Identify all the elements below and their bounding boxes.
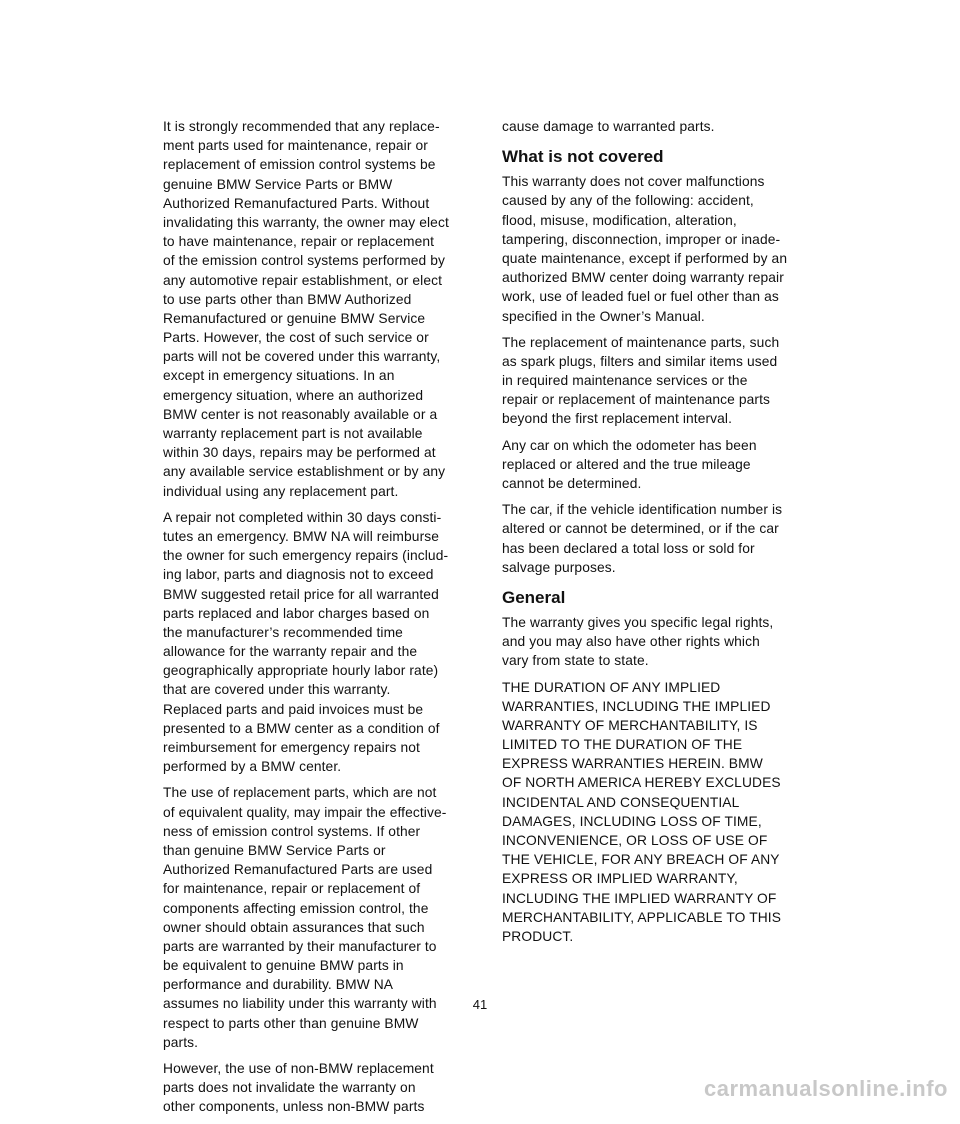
text-line: within 30 days, repairs may be performed at [163,445,436,461]
text-line: THE VEHICLE, FOR ANY BREACH OF ANY [502,852,780,868]
text-line: BMW center is not reasonably available or a [163,406,438,422]
paragraph [502,172,812,326]
text-line: EXPRESS OR IMPLIED WARRANTY, [502,871,738,887]
text-line: reimbursement for emergency repairs not [163,740,420,755]
text-line: that are covered under this warranty. [163,682,391,698]
text-line: WARRANTY OF MERCHANTABILITY, IS [502,717,758,733]
text-line: replaced or altered and the true mileage [502,456,751,472]
continuation-paragraph [502,117,812,136]
text-line: MERCHANTABILITY, APPLICABLE TO THIS [502,909,782,925]
text-line: Any car on which the odometer has been [502,437,757,453]
text-line: Authorized Remanufactured Parts are used [163,862,433,878]
text-line: WARRANTIES, INCLUDING THE IMPLIED [502,698,771,714]
text-line: for maintenance, repair or replacement of [163,881,421,897]
text-line: than genuine BMW Service Parts or [163,842,386,858]
page-number: 41 [472,997,488,1012]
text-line: quate maintenance, except if performed by an [502,250,788,266]
text-line: respect to parts other than genuine BMW [163,1015,419,1031]
text-line: and you may also have other rights which [502,634,760,650]
text-line: presented to a BMW center as a condition of [163,720,440,736]
heading-what-is-not-covered: What is not covered [502,147,664,167]
heading-general: General [502,587,566,607]
text-line: The car, if the vehicle identification number is [502,502,783,518]
text-line: to have maintenance, repair or replacement [163,234,435,250]
text-line: components affecting emission control, the [163,900,429,916]
text-line: INCIDENTAL AND CONSEQUENTIAL [502,794,740,810]
paragraph [502,436,812,494]
text-line: invalidating this warranty, the owner may elect [163,214,449,230]
text-line: to use parts other than BMW Authorized [163,291,412,307]
text-line: OF NORTH AMERICA HEREBY EXCLUDES [502,775,781,791]
text-line: authorized BMW center doing warranty repair [502,270,784,286]
text-line: altered or cannot be determined, or if the car [502,521,779,537]
paragraph [502,333,812,429]
text-line: The use of replacement parts, which are not [163,785,437,801]
text-line: EXPRESS WARRANTIES HEREIN. BMW [502,756,763,772]
text-line: individual using any replacement part. [163,483,399,499]
text-line: caused by any of the following: accident, [502,193,754,209]
paragraph [502,500,812,577]
text-line: parts does not invalidate the warranty on [163,1080,416,1096]
text-line: tampering, disconnection, improper or inade- [502,231,781,247]
text-line: warranty replacement part is not available [163,426,423,441]
text-line: The replacement of maintenance parts, such [502,334,780,350]
text-line: performance and durability. BMW NA [163,977,394,993]
text-line: THE DURATION OF ANY IMPLIED [502,679,721,695]
left-column [163,117,463,1124]
text-line: Remanufactured or genuine BMW Service [163,310,426,326]
text-line: cause damage to warranted parts. [502,119,715,134]
text-line: of equivalent quality, may impair the effective- [163,804,447,820]
text-line: any automotive repair establishment, or elect [163,272,443,288]
left-paragraphs [163,117,463,1117]
text-line: any available service establishment or by any [163,464,446,480]
text-line: parts will not be covered under this warranty, [163,349,441,365]
text-line: parts. [163,1034,199,1050]
text-line: PRODUCT. [502,928,574,944]
text-line: of the emission control systems performed by [163,253,445,269]
text-line: The warranty gives you specific legal rights, [502,614,774,630]
text-line: the manufacturer’s recommended time [163,624,403,640]
text-line: ness of emission control systems. If other [163,823,421,839]
text-line: This warranty does not cover malfunctions [502,174,765,190]
paragraph [163,508,463,777]
text-line: Replaced parts and paid invoices must be [163,701,424,717]
text-line: DAMAGES, INCLUDING LOSS OF TIME, [502,813,762,829]
text-line: BMW suggested retail price for all warranted [163,586,439,602]
text-line: replacement of emission control systems be [163,157,436,173]
text-line: However, the use of non-BMW replacement [163,1061,434,1076]
general-paragraphs [502,613,812,946]
text-line: except in emergency situations. In an [163,368,395,384]
text-line: the owner for such emergency repairs (includ- [163,548,449,564]
paragraph [163,117,463,501]
text-line: as spark plugs, filters and similar items used [502,353,778,369]
text-line: It is strongly recommended that any replace- [163,119,440,134]
text-line: tutes an emergency. BMW NA will reimburse [163,528,440,544]
text-line: work, use of leaded fuel or fuel other than as [502,289,779,305]
text-line: geographically appropriate hourly labor rate) [163,663,439,679]
text-line: salvage purposes. [502,559,616,575]
text-line: parts are warranted by their manufacturer to [163,938,437,954]
text-line: owner should obtain assurances that such [163,919,425,935]
text-line: LIMITED TO THE DURATION OF THE [502,737,743,753]
text-line: Authorized Remanufactured Parts. Without [163,195,430,211]
text-line: vary from state to state. [502,653,649,669]
paragraph [502,678,812,947]
text-line: has been declared a total loss or sold for [502,540,755,556]
text-line: other components, unless non-BMW parts [163,1099,425,1115]
text-line: specified in the Owner’s Manual. [502,308,705,324]
text-line: genuine BMW Service Parts or BMW [163,176,393,192]
paragraph [502,613,812,671]
text-line: beyond the first replacement interval. [502,411,733,427]
text-line: ing labor, parts and diagnosis not to exceed [163,567,434,583]
text-line: performed by a BMW center. [163,759,342,775]
text-line: repair or replacement of maintenance parts [502,392,771,408]
text-line: INCLUDING THE IMPLIED WARRANTY OF [502,890,777,906]
text-line: in required maintenance services or the [502,373,748,389]
text-line: allowance for the warranty repair and the [163,644,418,660]
paragraph [502,117,812,136]
paragraph [163,1059,463,1117]
text-line: A repair not completed within 30 days consti- [163,509,442,525]
not-covered-paragraphs [502,172,812,577]
right-column [502,117,812,953]
text-line: ment parts used for maintenance, repair or [163,138,428,154]
watermark: carmanualsonline.info [704,1076,948,1101]
text-line: be equivalent to genuine BMW parts in [163,958,404,974]
text-line: assumes no liability under this warranty with [163,996,437,1012]
text-line: parts replaced and labor charges based on [163,605,430,621]
text-line: emergency situation, where an authorized [163,387,424,403]
text-line: Parts. However, the cost of such service or [163,330,429,346]
text-line: flood, misuse, modification, alteration, [502,212,737,228]
text-line: INCONVENIENCE, OR LOSS OF USE OF [502,833,768,848]
text-line: cannot be determined. [502,476,642,491]
